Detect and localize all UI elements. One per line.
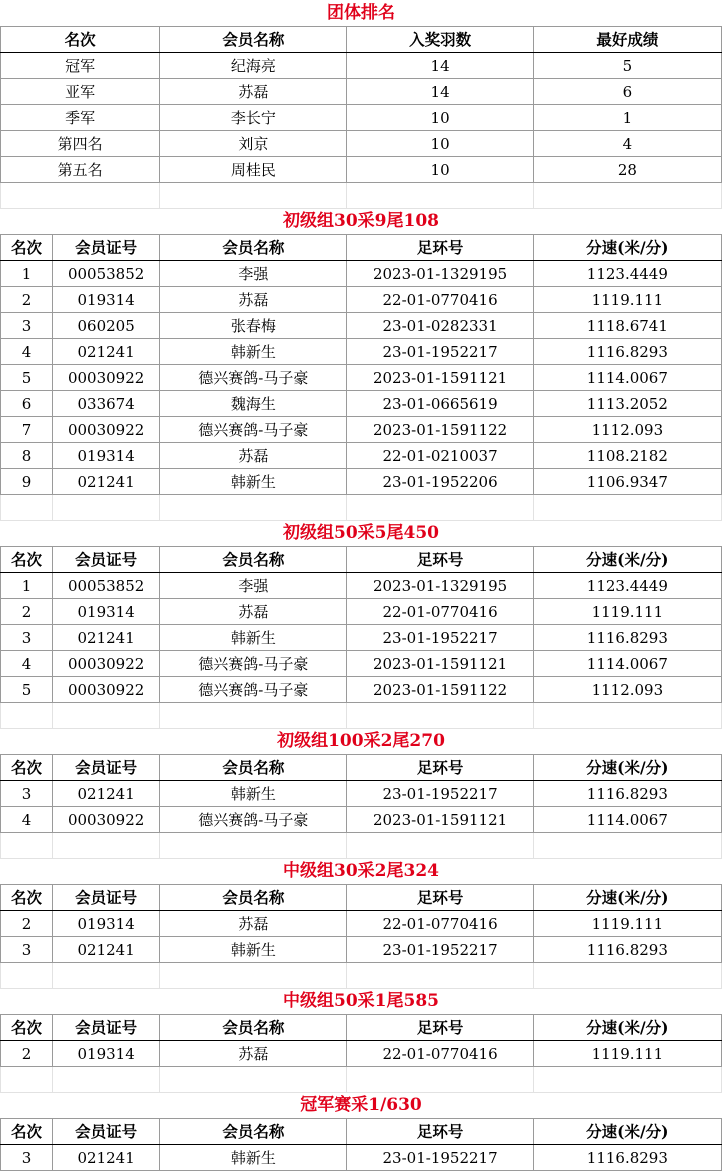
column-header: 会员证号 — [53, 885, 160, 911]
table-cell: 3 — [1, 625, 53, 651]
table-cell: 5 — [1, 677, 53, 703]
table-cell: 1119.111 — [533, 599, 721, 625]
table-row — [1, 417, 722, 443]
table-row — [1, 807, 722, 833]
table-cell: 1116.8293 — [533, 781, 721, 807]
results-table — [0, 1118, 722, 1171]
column-header: 入奖羽数 — [347, 27, 533, 53]
column-header: 足环号 — [347, 885, 533, 911]
table-cell: 021241 — [53, 781, 160, 807]
table-row — [1, 1145, 722, 1171]
table-header-row — [1, 1015, 722, 1041]
column-header: 足环号 — [347, 755, 533, 781]
column-header: 名次 — [1, 885, 53, 911]
column-header: 会员证号 — [53, 1119, 160, 1145]
empty-cell — [1, 833, 53, 859]
table-cell: 苏磊 — [160, 443, 347, 469]
table-cell: 苏磊 — [160, 911, 347, 937]
table-cell: 7 — [1, 417, 53, 443]
section-title: 初级组50采5尾450 — [283, 523, 439, 543]
table-cell: 00030922 — [53, 365, 160, 391]
section-title: 初级组30采9尾108 — [283, 211, 439, 231]
table-cell: 1106.9347 — [533, 469, 721, 495]
table-row — [1, 365, 722, 391]
table-cell: 1108.2182 — [533, 443, 721, 469]
table-cell: 23-01-1952206 — [347, 469, 533, 495]
table-cell: 14 — [347, 53, 533, 79]
table-cell: 3 — [1, 313, 53, 339]
table-cell: 6 — [1, 391, 53, 417]
table-row — [1, 287, 722, 313]
column-header: 足环号 — [347, 1015, 533, 1041]
table-cell: 22-01-0770416 — [347, 911, 533, 937]
table-row — [1, 781, 722, 807]
table-cell: 德兴赛鸽-马子豪 — [160, 365, 347, 391]
table-row — [1, 573, 722, 599]
table-cell: 5 — [533, 53, 721, 79]
table-row — [1, 105, 722, 131]
column-header: 名次 — [1, 235, 53, 261]
table-cell: 10 — [347, 157, 533, 183]
column-header: 名次 — [1, 755, 53, 781]
table-cell: 亚军 — [1, 79, 160, 105]
table-header-row — [1, 547, 722, 573]
table-row — [1, 911, 722, 937]
column-header: 足环号 — [347, 547, 533, 573]
column-header: 分速(米/分) — [533, 1119, 721, 1145]
table-cell: 00030922 — [53, 807, 160, 833]
table-cell: 9 — [1, 469, 53, 495]
table-cell: 韩新生 — [160, 937, 347, 963]
table-row — [1, 651, 722, 677]
table-cell: 德兴赛鸽-马子豪 — [160, 417, 347, 443]
column-header: 分速(米/分) — [533, 755, 721, 781]
column-header: 分速(米/分) — [533, 1015, 721, 1041]
table-cell: 刘京 — [160, 131, 347, 157]
table-cell: 10 — [347, 105, 533, 131]
table-cell: 019314 — [53, 1041, 160, 1067]
empty-cell — [1, 963, 53, 989]
table-cell: 23-01-1952217 — [347, 339, 533, 365]
results-table — [0, 754, 722, 859]
empty-cell — [347, 495, 533, 521]
column-header: 会员名称 — [160, 27, 347, 53]
table-row — [1, 443, 722, 469]
results-table — [0, 884, 722, 989]
empty-cell — [533, 1067, 721, 1093]
table-header-row — [1, 235, 722, 261]
table-cell: 2023-01-1329195 — [347, 261, 533, 287]
spacer-row — [1, 495, 722, 521]
table-cell: 1114.0067 — [533, 807, 721, 833]
column-header: 会员名称 — [160, 755, 347, 781]
empty-cell — [160, 833, 347, 859]
empty-cell — [347, 1067, 533, 1093]
column-header: 足环号 — [347, 235, 533, 261]
column-header: 会员证号 — [53, 1015, 160, 1041]
section-title: 初级组100采2尾270 — [277, 731, 445, 751]
table-cell: 4 — [533, 131, 721, 157]
column-header: 会员证号 — [53, 547, 160, 573]
table-cell: 021241 — [53, 625, 160, 651]
table-cell: 1112.093 — [533, 677, 721, 703]
table-cell: 10 — [347, 131, 533, 157]
table-cell: 韩新生 — [160, 339, 347, 365]
empty-cell — [160, 963, 347, 989]
table-cell: 1119.111 — [533, 1041, 721, 1067]
table-cell: 021241 — [53, 1145, 160, 1171]
table-cell: 033674 — [53, 391, 160, 417]
table-cell: 8 — [1, 443, 53, 469]
table-cell: 韩新生 — [160, 781, 347, 807]
table-cell: 苏磊 — [160, 1041, 347, 1067]
table-header-row — [1, 27, 722, 53]
table-cell: 22-01-0770416 — [347, 287, 533, 313]
table-cell: 第五名 — [1, 157, 160, 183]
table-cell: 1112.093 — [533, 417, 721, 443]
table-cell: 021241 — [53, 339, 160, 365]
table-cell: 14 — [347, 79, 533, 105]
column-header: 会员名称 — [160, 885, 347, 911]
table-row — [1, 313, 722, 339]
empty-cell — [533, 703, 721, 729]
table-cell: 1123.4449 — [533, 573, 721, 599]
table-cell: 1114.0067 — [533, 365, 721, 391]
table-cell: 2023-01-1591121 — [347, 651, 533, 677]
table-cell: 019314 — [53, 443, 160, 469]
table-row — [1, 131, 722, 157]
empty-cell — [347, 833, 533, 859]
empty-cell — [53, 963, 160, 989]
empty-cell — [533, 833, 721, 859]
table-cell: 021241 — [53, 469, 160, 495]
table-cell: 韩新生 — [160, 1145, 347, 1171]
table-cell: 1116.8293 — [533, 1145, 721, 1171]
table-row — [1, 1041, 722, 1067]
table-cell: 李强 — [160, 573, 347, 599]
table-row — [1, 625, 722, 651]
table-cell: 周桂民 — [160, 157, 347, 183]
column-header: 会员名称 — [160, 547, 347, 573]
table-cell: 2023-01-1591122 — [347, 417, 533, 443]
table-cell: 021241 — [53, 937, 160, 963]
spacer-row — [1, 963, 722, 989]
table-cell: 00030922 — [53, 651, 160, 677]
table-cell: 23-01-1952217 — [347, 625, 533, 651]
table-row — [1, 79, 722, 105]
table-cell: 1113.2052 — [533, 391, 721, 417]
table-cell: 060205 — [53, 313, 160, 339]
column-header: 分速(米/分) — [533, 235, 721, 261]
table-cell: 23-01-1952217 — [347, 781, 533, 807]
empty-cell — [347, 183, 533, 209]
table-row — [1, 469, 722, 495]
column-header: 名次 — [1, 1119, 53, 1145]
empty-cell — [533, 495, 721, 521]
table-header-row — [1, 755, 722, 781]
empty-cell — [347, 703, 533, 729]
column-header: 会员名称 — [160, 1119, 347, 1145]
table-cell: 2023-01-1591121 — [347, 365, 533, 391]
table-cell: 4 — [1, 339, 53, 365]
table-header-row — [1, 1119, 722, 1145]
table-cell: 019314 — [53, 599, 160, 625]
table-header-row — [1, 885, 722, 911]
spacer-row — [1, 833, 722, 859]
table-cell: 3 — [1, 937, 53, 963]
table-cell: 1 — [533, 105, 721, 131]
team-ranking-table — [0, 26, 722, 209]
empty-cell — [53, 1067, 160, 1093]
table-cell: 23-01-1952217 — [347, 1145, 533, 1171]
table-row — [1, 157, 722, 183]
table-cell: 22-01-0210037 — [347, 443, 533, 469]
column-header: 会员证号 — [53, 235, 160, 261]
table-cell: 1116.8293 — [533, 937, 721, 963]
table-cell: 1119.111 — [533, 911, 721, 937]
table-cell: 4 — [1, 807, 53, 833]
table-cell: 23-01-0282331 — [347, 313, 533, 339]
section-title: 中级组30采2尾324 — [283, 861, 439, 881]
column-header: 足环号 — [347, 1119, 533, 1145]
table-cell: 019314 — [53, 911, 160, 937]
column-header: 分速(米/分) — [533, 885, 721, 911]
table-cell: 3 — [1, 1145, 53, 1171]
table-cell: 5 — [1, 365, 53, 391]
column-header: 名次 — [1, 1015, 53, 1041]
table-row — [1, 599, 722, 625]
team-ranking-title: 团体排名 — [327, 3, 395, 23]
empty-cell — [533, 963, 721, 989]
spacer-row — [1, 1067, 722, 1093]
table-cell: 1118.6741 — [533, 313, 721, 339]
table-cell: 2023-01-1329195 — [347, 573, 533, 599]
table-row — [1, 339, 722, 365]
table-cell: 1 — [1, 573, 53, 599]
empty-cell — [53, 495, 160, 521]
table-cell: 23-01-1952217 — [347, 937, 533, 963]
results-table — [0, 1014, 722, 1093]
results-table — [0, 546, 722, 729]
section-title: 中级组50采1尾585 — [283, 991, 439, 1011]
table-cell: 28 — [533, 157, 721, 183]
table-cell: 1116.8293 — [533, 625, 721, 651]
table-cell: 00030922 — [53, 417, 160, 443]
table-cell: 李强 — [160, 261, 347, 287]
table-cell: 00030922 — [53, 677, 160, 703]
table-cell: 李长宁 — [160, 105, 347, 131]
empty-cell — [1, 495, 53, 521]
column-header: 名次 — [1, 27, 160, 53]
table-cell: 3 — [1, 781, 53, 807]
section-title: 冠军赛采1/630 — [300, 1095, 422, 1115]
column-header: 会员名称 — [160, 1015, 347, 1041]
empty-cell — [160, 1067, 347, 1093]
empty-cell — [53, 703, 160, 729]
empty-cell — [347, 963, 533, 989]
table-cell: 22-01-0770416 — [347, 1041, 533, 1067]
table-cell: 6 — [533, 79, 721, 105]
table-cell: 019314 — [53, 287, 160, 313]
spacer-row — [1, 703, 722, 729]
table-cell: 2 — [1, 287, 53, 313]
table-cell: 苏磊 — [160, 79, 347, 105]
table-cell: 韩新生 — [160, 469, 347, 495]
table-cell: 1116.8293 — [533, 339, 721, 365]
table-cell: 张春梅 — [160, 313, 347, 339]
spacer-row — [1, 183, 722, 209]
table-cell: 2 — [1, 911, 53, 937]
table-cell: 1 — [1, 261, 53, 287]
column-header: 分速(米/分) — [533, 547, 721, 573]
results-table — [0, 234, 722, 521]
empty-cell — [160, 495, 347, 521]
table-cell: 德兴赛鸽-马子豪 — [160, 677, 347, 703]
empty-cell — [1, 703, 53, 729]
table-cell: 1114.0067 — [533, 651, 721, 677]
table-cell: 韩新生 — [160, 625, 347, 651]
table-cell: 00053852 — [53, 261, 160, 287]
table-row — [1, 937, 722, 963]
table-cell: 1119.111 — [533, 287, 721, 313]
table-cell: 纪海亮 — [160, 53, 347, 79]
table-row — [1, 261, 722, 287]
table-cell: 德兴赛鸽-马子豪 — [160, 651, 347, 677]
table-cell: 1123.4449 — [533, 261, 721, 287]
empty-cell — [1, 183, 160, 209]
table-cell: 苏磊 — [160, 287, 347, 313]
empty-cell — [160, 703, 347, 729]
table-cell: 德兴赛鸽-马子豪 — [160, 807, 347, 833]
table-cell: 2 — [1, 1041, 53, 1067]
table-cell: 22-01-0770416 — [347, 599, 533, 625]
table-cell: 2 — [1, 599, 53, 625]
table-cell: 冠军 — [1, 53, 160, 79]
column-header: 会员名称 — [160, 235, 347, 261]
table-cell: 23-01-0665619 — [347, 391, 533, 417]
empty-cell — [53, 833, 160, 859]
column-header: 名次 — [1, 547, 53, 573]
table-cell: 4 — [1, 651, 53, 677]
empty-cell — [1, 1067, 53, 1093]
table-cell: 00053852 — [53, 573, 160, 599]
table-cell: 2023-01-1591122 — [347, 677, 533, 703]
empty-cell — [160, 183, 347, 209]
table-row — [1, 53, 722, 79]
table-cell: 第四名 — [1, 131, 160, 157]
table-cell: 2023-01-1591121 — [347, 807, 533, 833]
column-header: 会员证号 — [53, 755, 160, 781]
empty-cell — [533, 183, 721, 209]
table-cell: 苏磊 — [160, 599, 347, 625]
table-row — [1, 677, 722, 703]
table-cell: 魏海生 — [160, 391, 347, 417]
table-row — [1, 391, 722, 417]
table-cell: 季军 — [1, 105, 160, 131]
column-header: 最好成绩 — [533, 27, 721, 53]
